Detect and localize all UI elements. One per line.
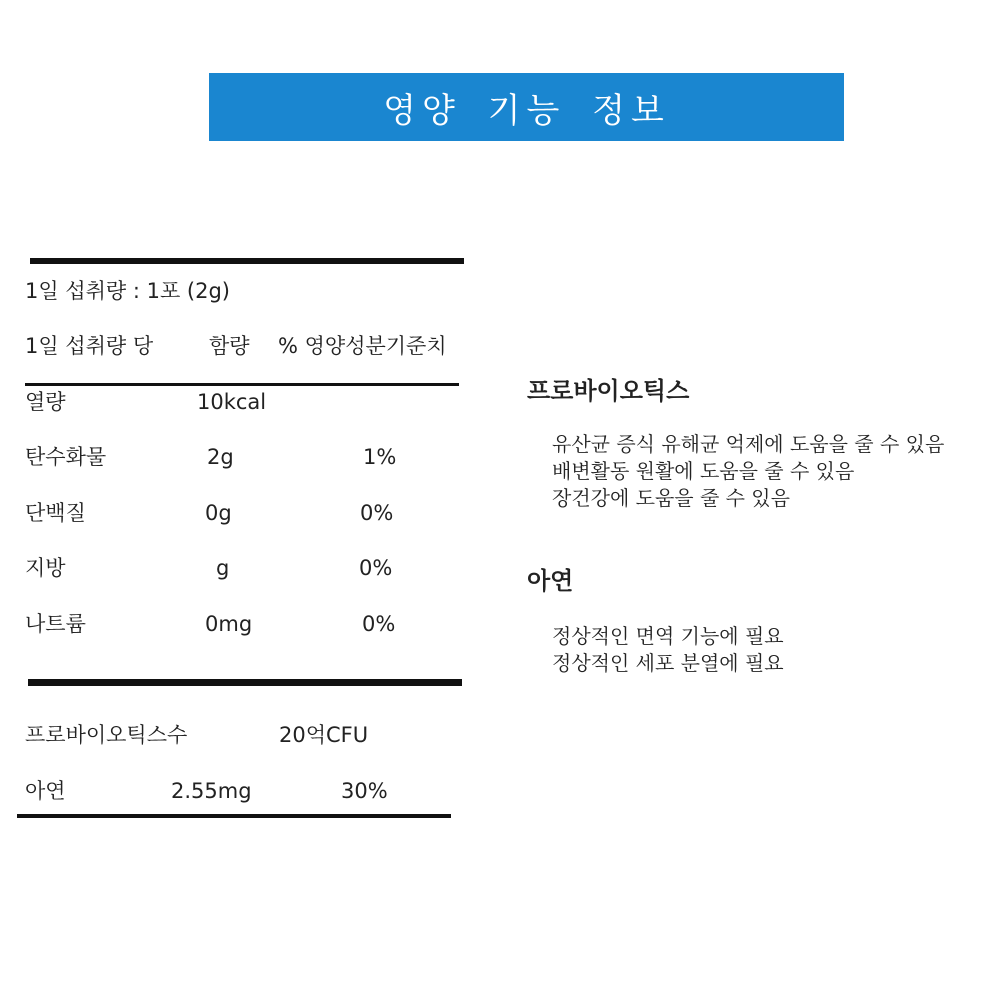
- nutrient-name: 지방: [25, 556, 66, 580]
- nutrient-daily-value: 0%: [360, 501, 394, 525]
- nutrient-name: 단백질: [25, 501, 86, 525]
- nutrient-amount: g: [216, 556, 230, 580]
- page-title: 영양 기능 정보: [383, 90, 670, 131]
- header-banner: [209, 73, 844, 141]
- ingredient-amount: 20억CFU: [279, 723, 369, 747]
- serving-size-text: 1일 섭취량 : 1포 (2g): [25, 279, 231, 303]
- nutrient-amount: 10kcal: [197, 390, 267, 414]
- nutrient-daily-value: 0%: [362, 612, 396, 636]
- function-item: 정상적인 면역 기능에 필요: [552, 624, 784, 648]
- bottom-divider: [17, 814, 451, 818]
- column-header-daily-value: % 영양성분기준치: [278, 334, 447, 358]
- nutrient-name: 열량: [25, 390, 66, 414]
- nutrient-amount: 0mg: [205, 612, 253, 636]
- ingredient-name: 프로바이오틱스수: [25, 723, 188, 747]
- ingredient-daily-value: 30%: [341, 779, 388, 803]
- function-item: 배변활동 원활에 도움을 줄 수 있음: [552, 459, 855, 483]
- ingredient-amount: 2.55mg: [171, 779, 252, 803]
- nutrient-amount: 0g: [205, 501, 232, 525]
- nutrient-name: 나트륨: [25, 612, 86, 636]
- function-list: [552, 431, 944, 512]
- nutrient-name: 탄수화물: [25, 445, 107, 469]
- middle-thick-divider: [28, 679, 462, 686]
- function-list: [552, 623, 784, 677]
- top-thick-divider: [30, 258, 464, 264]
- nutrient-daily-value: 0%: [359, 556, 393, 580]
- section-title: 아연: [527, 567, 574, 595]
- function-item: 정상적인 세포 분열에 필요: [552, 651, 784, 675]
- function-item: 장건강에 도움을 줄 수 있음: [552, 486, 790, 510]
- header-divider: [25, 383, 459, 386]
- nutrient-daily-value: 1%: [363, 445, 397, 469]
- function-item: 유산균 증식 유해균 억제에 도움을 줄 수 있음: [552, 432, 945, 456]
- column-header-amount: 함량: [209, 334, 250, 358]
- section-title: 프로바이오틱스: [527, 377, 690, 405]
- ingredient-name: 아연: [25, 779, 66, 803]
- column-header-serving: 1일 섭취량 당: [25, 334, 154, 358]
- nutrient-amount: 2g: [207, 445, 234, 469]
